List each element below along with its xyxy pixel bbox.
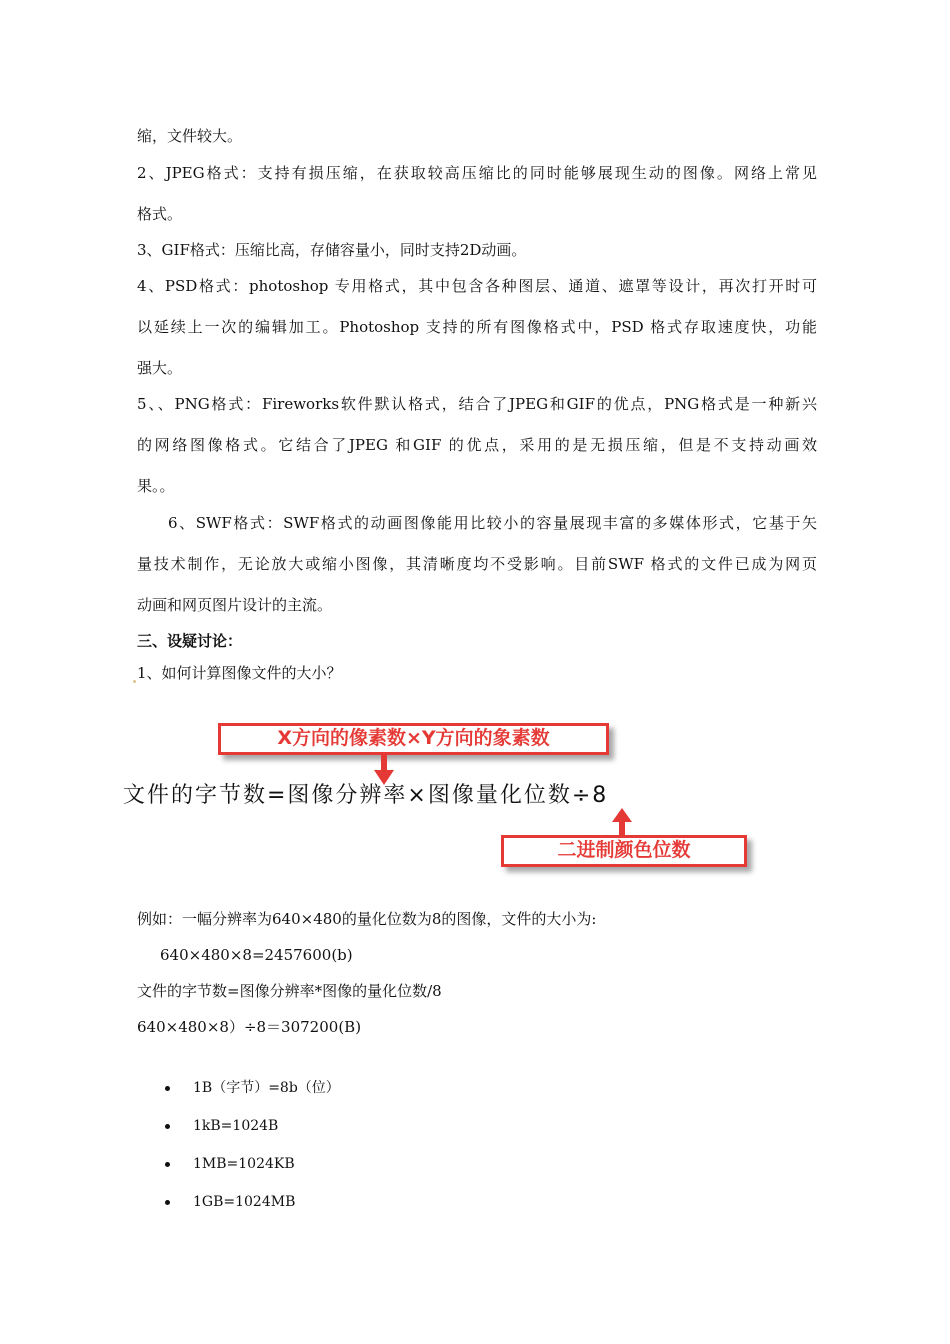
arrow-up-icon [611, 808, 633, 836]
bullet-icon [165, 1200, 170, 1205]
paragraph-line-swf: 6、SWF格式：SWF格式的动画图像能用比较小的容量展现丰富的多媒体形式，它基于矢 [168, 514, 817, 532]
list-item [165, 1116, 565, 1136]
paragraph-line-jpeg: 2、JPEG格式：支持有损压缩，在获取较高压缩比的同时能够展现生动的图像。网络上常见 [137, 164, 817, 182]
paragraph-line: 量技术制作，无论放大或缩小图像，其清晰度均不受影响。目前SWF 格式的文件已成为网页 [137, 555, 817, 573]
section-heading: 三、设疑讨论： [137, 632, 243, 650]
list-item [165, 1078, 565, 1098]
paragraph-line-png: 5、、PNG格式：Fireworks软件默认格式，结合了JPEG和GIF的优点，PNG格式是一种新兴 [137, 395, 817, 413]
list-item [165, 1192, 565, 1212]
paragraph-line: 格式。 [137, 205, 183, 223]
question-text: 1、如何计算图像文件的大小？ [137, 664, 342, 682]
list-item-text: 1MB=1024KB [193, 1156, 295, 1172]
paragraph-line: 动画和网页图片设计的主流。 [137, 596, 333, 614]
list-item-text: 1B（字节）=8b（位） [193, 1080, 340, 1096]
bullet-icon [165, 1086, 170, 1091]
paragraph-line: 缩，文件较大。 [137, 127, 243, 145]
file-size-formula: 文件的字节数=图像分辨率×图像量化位数÷8 [123, 783, 609, 808]
paragraph-line-gif: 3、GIF格式：压缩比高，存储容量小，同时支持2D动画。 [137, 241, 527, 259]
bullet-icon [165, 1162, 170, 1167]
example-calc-bits: 640×480×8=2457600(b) [160, 946, 353, 964]
paragraph-line: 强大。 [137, 359, 183, 377]
paragraph-line: 的网络图像格式。它结合了JPEG 和GIF 的优点，采用的是无损压缩，但是不支持动画效 [137, 436, 817, 454]
paragraph-line: 以延续上一次的编辑加工。Photoshop 支持的所有图像格式中，PSD 格式存取速度快，功能 [137, 318, 817, 336]
bullet-icon [165, 1124, 170, 1129]
formula-figure [118, 720, 768, 870]
paragraph-line-psd: 4、PSD格式：photoshop 专用格式，其中包含各种图层、通道、遮罩等设计，再次打开时可 [137, 277, 817, 295]
paragraph-line: 果。。 [137, 477, 175, 495]
list-item [165, 1154, 565, 1174]
color-bits-box: 二进制颜色位数 [501, 835, 747, 867]
list-item-text: 1kB=1024B [193, 1118, 279, 1134]
list-item-text: 1GB=1024MB [193, 1194, 296, 1210]
example-calc-bytes: 640×480×8）÷8＝307200(B) [137, 1018, 362, 1036]
margin-mark [133, 680, 136, 683]
pixel-count-box: X方向的像素数×Y方向的象素数 [218, 723, 609, 755]
example-intro: 例如：一幅分辨率为640×480的量化位数为8的图像，文件的大小为: [137, 910, 597, 928]
example-rule: 文件的字节数=图像分辨率*图像的量化位数/8 [137, 982, 442, 1000]
